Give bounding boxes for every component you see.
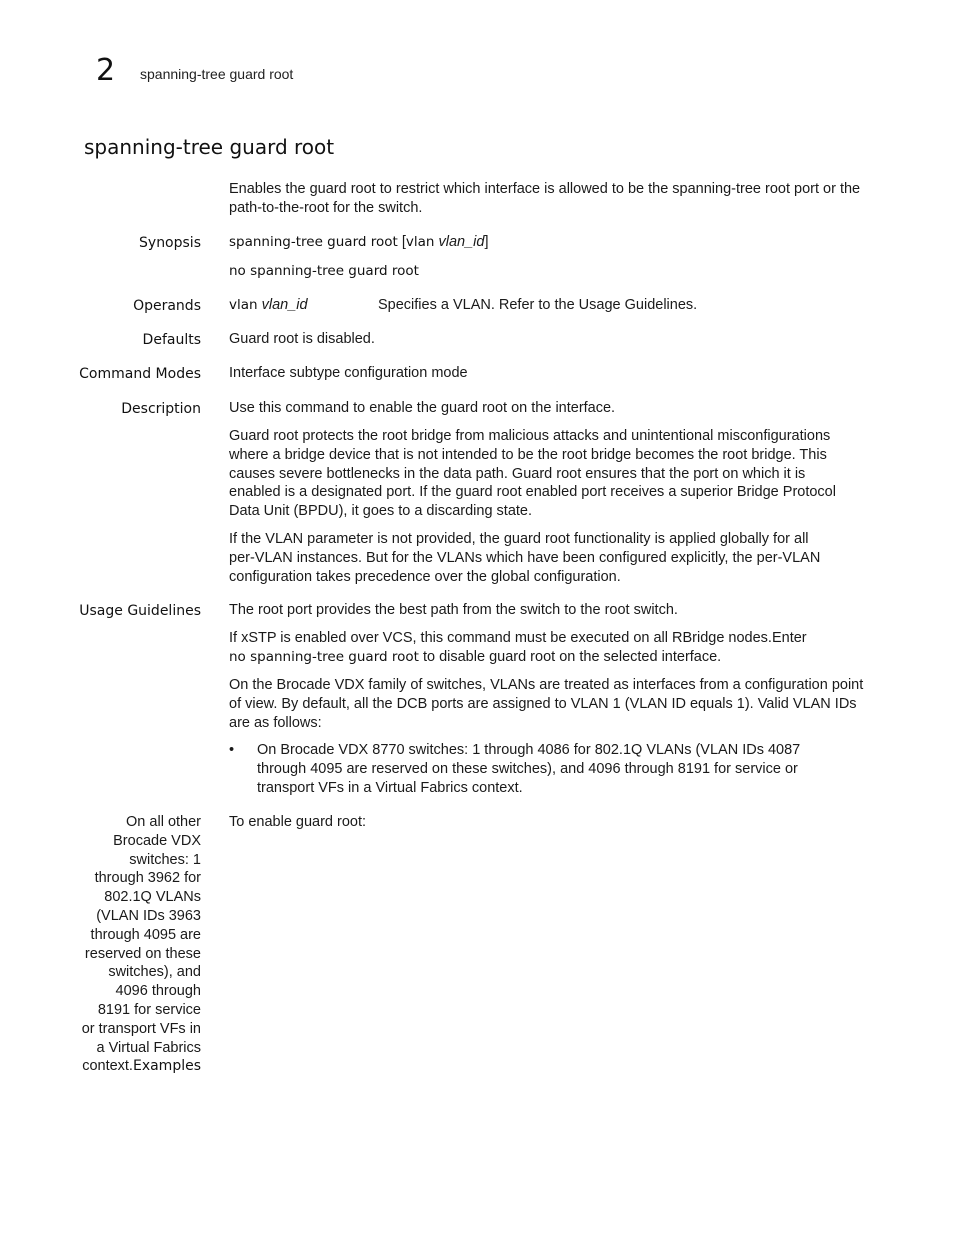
examples-side-text: On all other Brocade VDX switches: 1 through 3962 for 802.1Q VLANs (VLAN IDs 3963 through 4095 are reserved on these switches), and 4096 through 8191 for service or transport VFs in a Virtual Fabrics context. [81,814,201,1075]
operands-label: Operands [133,298,201,314]
description-label: Description [121,401,201,417]
synopsis-vlan-variable: vlan_id [434,234,485,250]
synopsis-open-bracket: [ [397,234,406,250]
usage-p2 [229,629,829,667]
synopsis-vlan-keyword: vlan [405,234,435,250]
operand-description: Specifies a VLAN. Refer to the Usage Guidelines. [378,297,698,313]
intro-paragraph [229,180,871,218]
defaults-text: Guard root is disabled. [229,331,375,347]
intro-text: Enables the guard root to restrict which interface is allowed to be the spanning-tree root port or the path-to-the-root for the switch. [229,181,861,216]
usage-p2-post: to disable guard root on the selected interface. [418,648,722,665]
examples-label: Examples [132,1058,201,1075]
synopsis-line-2 [229,262,871,281]
description-p1: Use this command to enable the guard root on the interface. [229,400,616,416]
page-title: spanning-tree guard root [84,135,335,159]
synopsis-no-command: no spanning-tree guard root [229,263,419,279]
usage-p1: The root port provides the best path from the switch to the root switch. [229,602,678,618]
synopsis-command: spanning-tree guard root [229,234,398,250]
usage-bullet-text: On Brocade VDX 8770 switches: 1 through 4086 for 802.1Q VLANs (VLAN IDs 4087 through 4095 are reserved on these switches), and 4096 through 8191 for service or transport VFs in a Virtual Fabrics context. [257,742,801,796]
operand-term [229,296,369,315]
synopsis-line-1 [229,233,871,252]
command-modes-label: Command Modes [79,366,201,382]
description-p3: If the VLAN parameter is not provided, the guard root functionality is applied globally for all per-VLAN instances. But for the VLANs which have been configured explicitly, the per-VLAN configuration takes precedence over the global configuration. [229,531,821,585]
operand-vlan-keyword: vlan [229,297,258,313]
synopsis-label: Synopsis [139,235,201,251]
defaults-label: Defaults [142,332,201,348]
examples-text: To enable guard root: [229,814,367,830]
synopsis-close-bracket: ] [484,234,489,250]
bullet-icon: • [229,742,235,758]
chapter-number: 2 [96,53,116,88]
running-header: spanning-tree guard root [140,66,294,82]
operand-vlan-variable: vlan_id [257,297,308,313]
description-p2: Guard root protects the root bridge from malicious attacks and unintentional misconfigurations where a bridge device that is not intended to be the root bridge becomes the root bridge. This causes severe bottlenecks in the data path. Guard root ensures that the port on which it is enabled is a designated port. If the guard root enabled port receives a superior Bridge Protocol Data Unit (BPDU), it goes to a discarding state. [229,428,836,520]
usage-p3: On the Brocade VDX family of switches, VLANs are treated as interfaces from a configuration point of view. By default, all the DCB ports are assigned to VLAN 1 (VLAN ID equals 1). Valid VLAN IDs are as follows: [229,677,864,731]
usage-p2-command: no spanning-tree guard root [229,648,419,665]
usage-guidelines-label: Usage Guidelines [79,603,201,619]
examples-side-note [81,813,201,1076]
usage-p2-pre: If xSTP is enabled over VCS, this command must be executed on all RBridge nodes.Enter [229,630,807,646]
command-modes-text: Interface subtype configuration mode [229,365,468,381]
